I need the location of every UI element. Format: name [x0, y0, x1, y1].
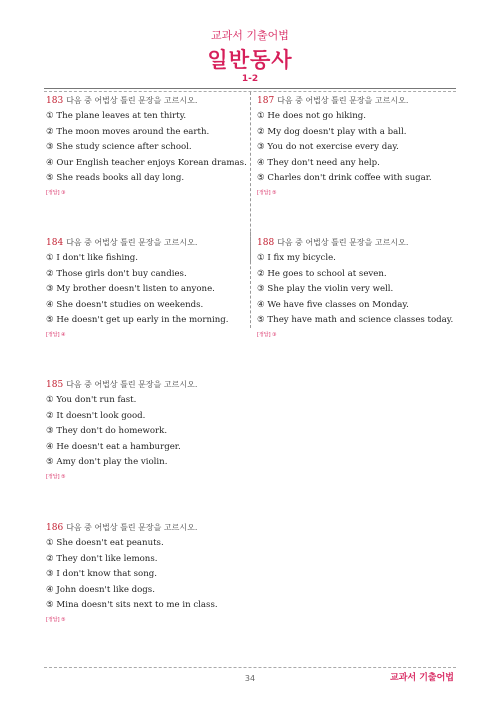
- option-1: ① He does not go hiking.: [257, 111, 366, 121]
- option-2: ② My dog doesn't play with a ball.: [257, 126, 407, 137]
- question-prompt: 다음 중 어법상 틀린 문장을 고르시오.: [66, 523, 198, 532]
- question-number: 183: [46, 96, 64, 106]
- option-1: ① I don't like fishing.: [46, 253, 139, 263]
- bottom-rule: [44, 667, 456, 668]
- question-number: 188: [257, 238, 275, 248]
- option-3: ③ She play the violin very well.: [257, 284, 394, 294]
- answer-label: [정답] ④: [46, 331, 66, 338]
- option-4: ④ They don't need any help.: [257, 157, 380, 168]
- question-number: 187: [257, 96, 275, 106]
- question-header: [46, 95, 251, 109]
- option-2: ② The moon moves around the earth.: [46, 126, 210, 137]
- question-186: [46, 522, 251, 624]
- question-header: [46, 237, 251, 251]
- page-number: 34: [244, 674, 256, 683]
- answer-label: [정답] ⑤: [257, 189, 277, 196]
- option-3: ③ You do not exercise every day.: [257, 142, 399, 152]
- option-4: ④ He doesn't eat a hamburger.: [46, 441, 181, 452]
- option-5: ⑤ Charles don't drink coffee with sugar.: [257, 173, 432, 183]
- option-4: ④ Our English teacher enjoys Korean dramas.: [46, 157, 247, 168]
- answer-label: [정답] ③: [257, 331, 277, 338]
- option-3: ③ My brother doesn't listen to anyone.: [46, 284, 215, 294]
- question-prompt: 다음 중 어법상 틀린 문장을 고르시오.: [66, 96, 198, 105]
- option-5: ⑤ Mina doesn't sits next to me in class.: [46, 600, 218, 610]
- option-3: ③ I don't know that song.: [46, 569, 157, 579]
- question-header: [257, 237, 462, 251]
- option-5: ⑤ She reads books all day long.: [46, 173, 185, 183]
- question-185: [46, 379, 251, 481]
- question-prompt: 다음 중 어법상 틀린 문장을 고르시오.: [66, 380, 198, 389]
- option-1: ① You don't run fast.: [46, 395, 137, 405]
- option-3: ③ They don't do homework.: [46, 426, 168, 436]
- option-2: ② It doesn't look good.: [46, 410, 146, 421]
- option-5: ⑤ Amy don't play the violin.: [46, 457, 168, 467]
- question-number: 185: [46, 380, 64, 390]
- header-subtitle: 교과서 기출어법: [211, 29, 289, 42]
- question-187: [257, 95, 462, 197]
- answer-label: [정답] ③: [46, 189, 66, 196]
- option-1: ① I fix my bicycle.: [257, 253, 336, 263]
- option-5: ⑤ They have math and science classes today.: [257, 315, 454, 325]
- option-4: ④ She doesn't studies on weekends.: [46, 299, 204, 310]
- option-2: ② He goes to school at seven.: [257, 268, 387, 279]
- option-1: ① The plane leaves at ten thirty.: [46, 111, 187, 121]
- section-range: 1-2: [241, 74, 259, 84]
- question-prompt: 다음 중 어법상 틀린 문장을 고르시오.: [277, 238, 409, 247]
- question-header: [46, 522, 251, 536]
- option-4: ④ We have five classes on Monday.: [257, 299, 409, 310]
- question-header: [46, 379, 251, 393]
- top-rule: [44, 88, 456, 89]
- page-title: 일반동사: [207, 48, 293, 72]
- answer-label: [정답] ⑤: [46, 473, 66, 480]
- question-number: 186: [46, 523, 64, 533]
- question-header: [257, 95, 462, 109]
- question-prompt: 다음 중 어법상 틀린 문장을 고르시오.: [277, 96, 409, 105]
- option-3: ③ She study science after school.: [46, 142, 192, 152]
- footer-brand: 교과서 기출어법: [390, 673, 454, 683]
- option-2: ② Those girls don't buy candies.: [46, 268, 187, 279]
- question-number: 184: [46, 238, 64, 248]
- question-188: [257, 237, 462, 339]
- answer-label: [정답] ⑤: [46, 616, 66, 623]
- question-prompt: 다음 중 어법상 틀린 문장을 고르시오.: [66, 238, 198, 247]
- option-4: ④ John doesn't like dogs.: [46, 584, 155, 595]
- option-5: ⑤ He doesn't get up early in the morning.: [46, 315, 229, 325]
- option-1: ① She doesn't eat peanuts.: [46, 538, 164, 548]
- option-2: ② They don't like lemons.: [46, 553, 158, 564]
- question-184: [46, 237, 251, 339]
- question-183: [46, 95, 251, 197]
